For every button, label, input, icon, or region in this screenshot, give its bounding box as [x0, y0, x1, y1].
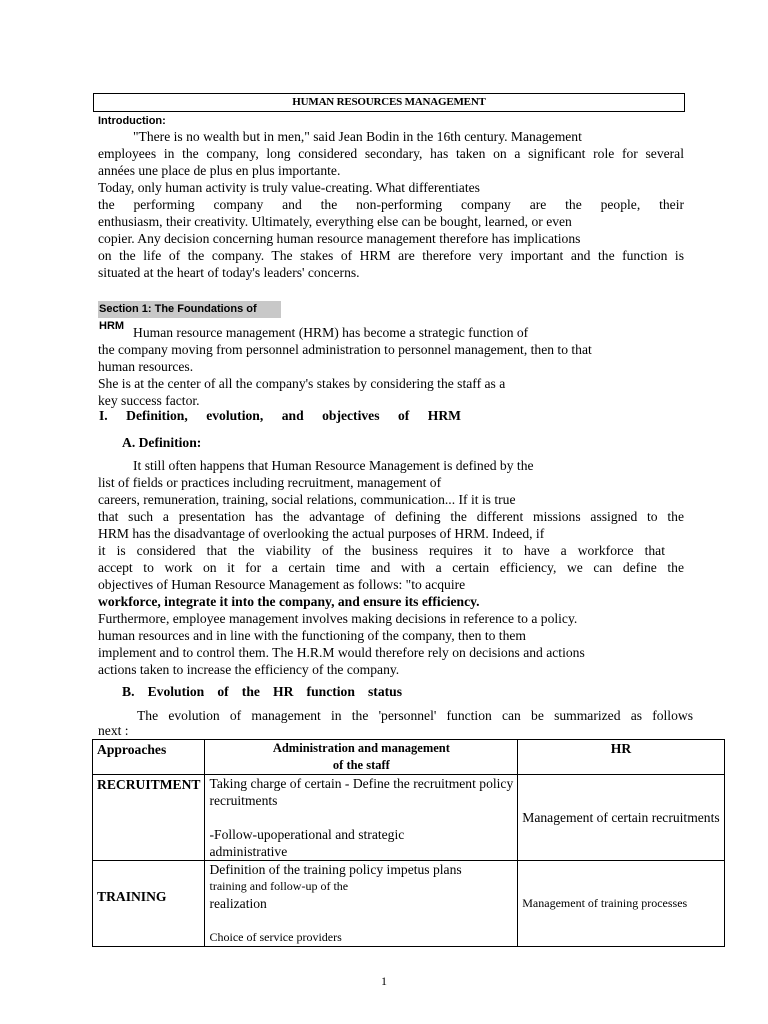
definition-line-13: actions taken to increase the efficiency of the company. [98, 662, 400, 677]
evolution-heading: B. Evolution of the HR function status [122, 684, 402, 699]
section1-line-3: human resources. [98, 359, 194, 374]
cell-line [209, 912, 513, 929]
admin-cell [205, 861, 518, 947]
definition-heading: A. Definition: [122, 435, 202, 450]
header-admin-line-1: Administration and management [272, 741, 450, 755]
definition-line-10: Furthermore, employee management involves making decisions in reference to a policy. [98, 611, 578, 626]
cell-line: administrative [209, 844, 288, 859]
table-header-row [93, 740, 725, 775]
definition-line-12: implement and to control them. The H.R.M would therefore rely on decisions and actions [98, 645, 585, 660]
section1-line-4: She is at the center of all the company's stakes by considering the staff as a [98, 376, 506, 391]
cell-line: training and follow-up of the [209, 879, 349, 893]
definition-line-6: it is considered that the viability of the business requires it to have a workforce that [98, 543, 665, 558]
row-name-recruitment: RECRUITMENT [97, 777, 201, 792]
row-name-training: TRAINING [97, 889, 167, 904]
cell-line [522, 826, 719, 843]
hr-cell [518, 775, 724, 861]
intro-line-8: on the life of the company. The stakes of HRM are therefore very important and the function is [98, 248, 684, 263]
intro-line-1: "There is no wealth but in men," said Jean Bodin in the 16th century. Management [133, 129, 582, 144]
row-name-cell [93, 775, 205, 861]
header-hr: HR [518, 740, 724, 775]
hr-evolution-table [92, 739, 725, 947]
intro-line-5: the performing company and the non-performing company are the people, their [98, 197, 684, 212]
cell-line [209, 809, 513, 826]
cell-line: Definition of the training policy impetus plans [209, 862, 462, 877]
part-1-heading: I. Definition, evolution, and objectives of HRM [99, 408, 461, 423]
definition-line-1: It still often happens that Human Resource Management is defined by the [133, 458, 534, 473]
page-number: 1 [381, 974, 387, 988]
table-row [93, 775, 725, 861]
cell-line [522, 792, 719, 809]
definition-line-9: workforce, integrate it into the company, and ensure its efficiency. [98, 594, 480, 609]
definition-line-2: list of fields or practices including recruitment, management of [98, 475, 442, 490]
section1-line-1: Human resource management (HRM) has become a strategic function of [133, 325, 529, 340]
cell-line [522, 775, 719, 792]
intro-line-3: années une place de plus en plus importante. [98, 163, 341, 178]
cell-line [522, 878, 719, 895]
row-name-cell [93, 861, 205, 947]
intro-line-9: situated at the heart of today's leaders' concerns. [98, 265, 360, 280]
intro-line-4: Today, only human activity is truly value-creating. What differentiates [98, 180, 480, 195]
definition-line-7: accept to work on it for a certain time and with a certain efficiency, we can define the [98, 560, 684, 575]
document-title: HUMAN RESOURCES MANAGEMENT [93, 93, 685, 112]
table-row [93, 861, 725, 947]
evolution-line-2: next : [98, 723, 129, 738]
header-administration [205, 740, 518, 775]
intro-line-7: copier. Any decision concerning human resource management therefore has implications [98, 231, 581, 246]
cell-line: Management of training processes [522, 896, 688, 910]
intro-line-2: employees in the company, long considered secondary, has taken on a significant role for several [98, 146, 684, 161]
definition-line-5: HRM has the disadvantage of overlooking the actual purposes of HRM. Indeed, if [98, 526, 545, 541]
section1-line-2: the company moving from personnel administration to personnel management, then to that [98, 342, 592, 357]
cell-line: Taking charge of certain - Define the recruitment policy [209, 776, 514, 791]
section-1-heading: Section 1: The Foundations of HRM [98, 301, 281, 318]
cell-line: Management of certain recruitments [522, 810, 720, 825]
definition-line-4: that such a presentation has the advantage of defining the different missions assigned to the [98, 509, 684, 524]
cell-line: recruitments [209, 793, 278, 808]
section1-line-5: key success factor. [98, 393, 200, 408]
definition-line-11: human resources and in line with the functioning of the company, then to them [98, 628, 526, 643]
header-admin-line-2: of the staff [332, 758, 390, 772]
hr-cell [518, 861, 724, 947]
admin-cell [205, 775, 518, 861]
cell-line [522, 861, 719, 878]
definition-line-3: careers, remuneration, training, social relations, communication... If it is true [98, 492, 516, 507]
definition-line-8: objectives of Human Resource Management as follows: "to acquire [98, 577, 466, 592]
intro-line-6: enthusiasm, their creativity. Ultimately, everything else can be bought, learned, or even [98, 214, 572, 229]
evolution-line-1: The evolution of management in the 'personnel' function can be summarized as follows [137, 708, 693, 723]
cell-line: -Follow-upoperational and strategic [209, 827, 405, 842]
header-approaches: Approaches [93, 740, 205, 775]
cell-line: realization [209, 896, 267, 911]
cell-line: Choice of service providers [209, 930, 342, 944]
introduction-label: Introduction: [98, 115, 166, 127]
